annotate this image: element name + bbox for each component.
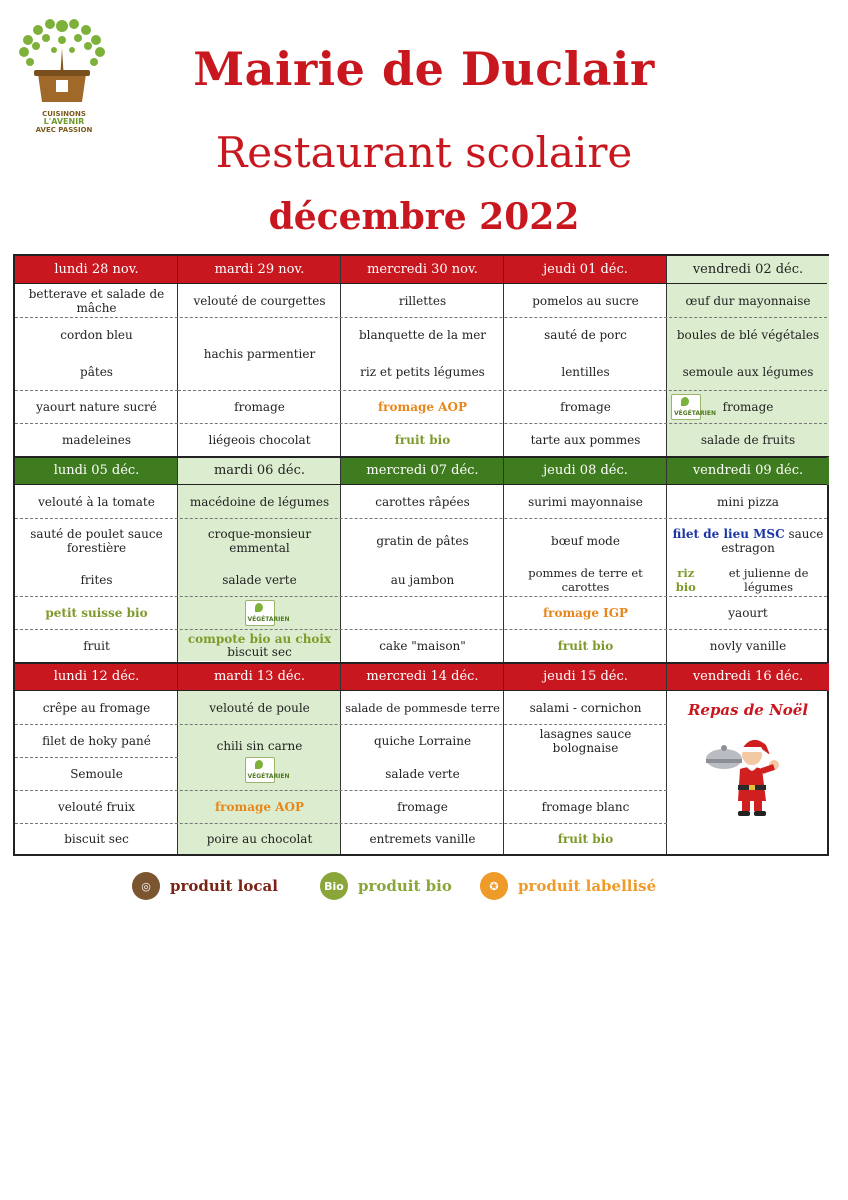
vegetarian-badge-icon bbox=[671, 394, 717, 424]
column-divider bbox=[503, 256, 504, 854]
logo-line1: CUISINONS bbox=[42, 110, 86, 118]
menu-item: velouté fruix bbox=[58, 799, 135, 814]
menu-item: boules de blé végétales bbox=[676, 328, 820, 342]
row-divider bbox=[15, 317, 827, 318]
menu-item: cake "maison" bbox=[379, 638, 466, 653]
menu-item: yaourt nature sucré bbox=[36, 399, 157, 414]
row-divider bbox=[15, 518, 827, 519]
menu-item: pâtes bbox=[80, 364, 113, 379]
week-divider bbox=[15, 456, 827, 458]
menu-item: quiche Lorraine bbox=[373, 733, 472, 748]
menu-item: fromage bbox=[560, 399, 611, 414]
vegetarian-badge-icon bbox=[245, 757, 290, 783]
vegetarian-badge-cell bbox=[178, 596, 341, 629]
page-subtitle: Restaurant scolaire bbox=[215, 128, 633, 177]
day-header: vendredi 02 déc. bbox=[667, 256, 829, 284]
christmas-meal-cell bbox=[667, 691, 829, 854]
menu-item: mini pizza bbox=[717, 494, 779, 509]
bio-icon-text: Bio bbox=[324, 879, 344, 893]
menu-item: cordon bleu bbox=[60, 328, 133, 342]
row-divider bbox=[15, 690, 827, 691]
row-divider bbox=[15, 390, 178, 391]
page-title: Mairie de Duclair bbox=[193, 42, 655, 96]
menu-item: fromage bbox=[397, 799, 448, 814]
legend-bio-label: produit bio bbox=[358, 877, 452, 895]
menu-item bbox=[667, 518, 829, 563]
menu-item: entremets vanille bbox=[369, 831, 476, 846]
menu-item: gratin de pâtes bbox=[376, 533, 469, 548]
bio-product-icon bbox=[320, 872, 348, 900]
row-divider bbox=[15, 596, 827, 597]
row-divider bbox=[15, 790, 667, 791]
menu-item: salami - cornichon bbox=[529, 700, 642, 715]
day-header: mardi 29 nov. bbox=[178, 256, 341, 284]
row-divider bbox=[15, 724, 667, 725]
logo-line3: AVEC PASSION bbox=[35, 126, 93, 134]
menu-item bbox=[178, 629, 341, 662]
menu-item: madeleines bbox=[61, 432, 132, 447]
row-divider bbox=[15, 423, 827, 424]
day-header: vendredi 09 déc. bbox=[667, 457, 829, 485]
menu-item: fromage bbox=[234, 399, 285, 414]
day-header: jeudi 01 déc. bbox=[504, 256, 667, 284]
menu-item: sauté de porc bbox=[544, 328, 627, 342]
menu-item: surimi mayonnaise bbox=[528, 494, 643, 509]
menu-item-bio: petit suisse bio bbox=[45, 605, 148, 620]
menu-item: sauté de poulet sauce forestière bbox=[30, 526, 163, 555]
christmas-meal-title: Repas de Noël bbox=[687, 701, 809, 719]
menu-item: blanquette de la mer bbox=[358, 328, 487, 342]
menu-item-bio: fruit bio bbox=[557, 831, 614, 846]
menu-item: velouté à la tomate bbox=[38, 494, 155, 509]
menu-item: poire au chocolat bbox=[206, 831, 313, 846]
menu-item: salade de fruits bbox=[700, 432, 796, 447]
menu-item: bœuf mode bbox=[551, 533, 620, 548]
menu-item: liégeois chocolat bbox=[208, 432, 311, 447]
menu-item: lasagnes sauce bolognaise bbox=[539, 726, 632, 755]
day-header: vendredi 16 déc. bbox=[667, 663, 829, 691]
vege-label: VÉGÉTARIEN bbox=[674, 410, 717, 417]
legend-local bbox=[132, 872, 278, 900]
menu-item: crêpe au fromage bbox=[42, 700, 151, 715]
row-divider bbox=[178, 390, 827, 391]
menu-item: salade verte bbox=[222, 572, 297, 587]
day-header: mercredi 07 déc. bbox=[341, 457, 504, 485]
menu-item: semoule aux légumes bbox=[682, 364, 814, 379]
legend-label bbox=[480, 872, 656, 900]
menu-item-bio: fruit bio bbox=[557, 638, 614, 653]
day-header: jeudi 15 déc. bbox=[504, 663, 667, 691]
day-header: mercredi 14 déc. bbox=[341, 663, 504, 691]
menu-item: fromage bbox=[722, 399, 774, 414]
vege-label: VÉGÉTARIEN bbox=[247, 773, 290, 780]
logo-line2: L'AVENIR bbox=[43, 117, 85, 126]
menu-item: rillettes bbox=[398, 293, 447, 308]
day-header: lundi 28 nov. bbox=[15, 256, 178, 284]
menu-item: macédoine de légumes bbox=[189, 494, 330, 509]
menu-item-text: biscuit sec bbox=[227, 644, 292, 659]
menu-item: pommes de terre et carottes bbox=[528, 565, 643, 594]
menu-item: fromage blanc bbox=[541, 799, 630, 814]
day-header: lundi 05 déc. bbox=[15, 457, 178, 485]
menu-item-labellise: fromage AOP bbox=[215, 799, 304, 814]
day-header: mardi 06 déc. bbox=[178, 457, 341, 485]
bio-label: riz bio bbox=[675, 565, 696, 594]
day-header: lundi 12 déc. bbox=[15, 663, 178, 691]
menu-item: croque-monsieur emmental bbox=[207, 526, 312, 555]
menu-item: yaourt bbox=[728, 605, 768, 620]
row-divider bbox=[15, 629, 827, 630]
legend-bio bbox=[320, 872, 452, 900]
row-divider bbox=[15, 757, 178, 758]
vege-label: VÉGÉTARIEN bbox=[247, 615, 290, 623]
menu-item: velouté de poule bbox=[209, 700, 310, 715]
menu-item: biscuit sec bbox=[64, 831, 129, 846]
menu-item: salade de pommesde terre bbox=[345, 700, 500, 715]
column-divider bbox=[666, 256, 667, 854]
menu-item-labellise: fromage AOP bbox=[378, 399, 467, 414]
menu-item-text: chili sin carne bbox=[216, 739, 303, 753]
column-divider bbox=[340, 256, 341, 854]
legend bbox=[0, 870, 848, 906]
label-product-icon: ✪ bbox=[480, 872, 508, 900]
row-divider bbox=[15, 283, 827, 284]
menu-item: hachis parmentier bbox=[203, 346, 316, 361]
msc-label: filet de lieu MSC bbox=[672, 526, 785, 541]
menu-item-labellise: fromage IGP bbox=[542, 605, 629, 620]
menu-item bbox=[341, 596, 504, 629]
local-product-icon: ◎ bbox=[132, 872, 160, 900]
row-divider bbox=[15, 484, 827, 485]
menu-period: décembre 2022 bbox=[268, 196, 580, 238]
menu-item: filet de hoky pané bbox=[42, 733, 151, 748]
menu-item: pomelos au sucre bbox=[532, 293, 639, 308]
menu-item-bio: fruit bio bbox=[394, 432, 451, 447]
santa-claus-icon bbox=[700, 725, 796, 821]
vegetarian-badge-icon bbox=[245, 600, 290, 626]
day-header: mardi 13 déc. bbox=[178, 663, 341, 691]
row-divider bbox=[15, 823, 667, 824]
menu-item: œuf dur mayonnaise bbox=[685, 293, 811, 308]
menu-item: tarte aux pommes bbox=[530, 432, 641, 447]
menu-item: novly vanille bbox=[709, 638, 787, 653]
menu-item bbox=[178, 724, 341, 790]
menu-item: au jambon bbox=[390, 572, 455, 587]
menu-item: Semoule bbox=[70, 766, 123, 781]
column-divider bbox=[177, 256, 178, 854]
menu-item: lentilles bbox=[561, 364, 610, 379]
menu-item bbox=[667, 563, 829, 596]
menu-item-text: sauce estragon bbox=[721, 526, 824, 555]
menu-item: riz et petits légumes bbox=[360, 364, 485, 379]
legend-label-label: produit labellisé bbox=[518, 877, 657, 895]
menu-table bbox=[13, 254, 829, 856]
menu-item: velouté de courgettes bbox=[193, 293, 326, 308]
menu-item: fruit bbox=[83, 638, 110, 653]
menu-item: frites bbox=[80, 572, 113, 587]
menu-item: salade verte bbox=[385, 766, 460, 781]
day-header: mercredi 30 nov. bbox=[341, 256, 504, 284]
menu-item-bio: compote bio au choix bbox=[187, 631, 332, 646]
menu-item-text: et julienne de légumes bbox=[728, 565, 809, 594]
menu-item: betterave et salade de mâche bbox=[28, 286, 165, 315]
week-divider bbox=[15, 662, 827, 664]
day-header: jeudi 08 déc. bbox=[504, 457, 667, 485]
legend-local-label: produit local bbox=[170, 877, 278, 895]
menu-item: carottes râpées bbox=[375, 494, 470, 509]
